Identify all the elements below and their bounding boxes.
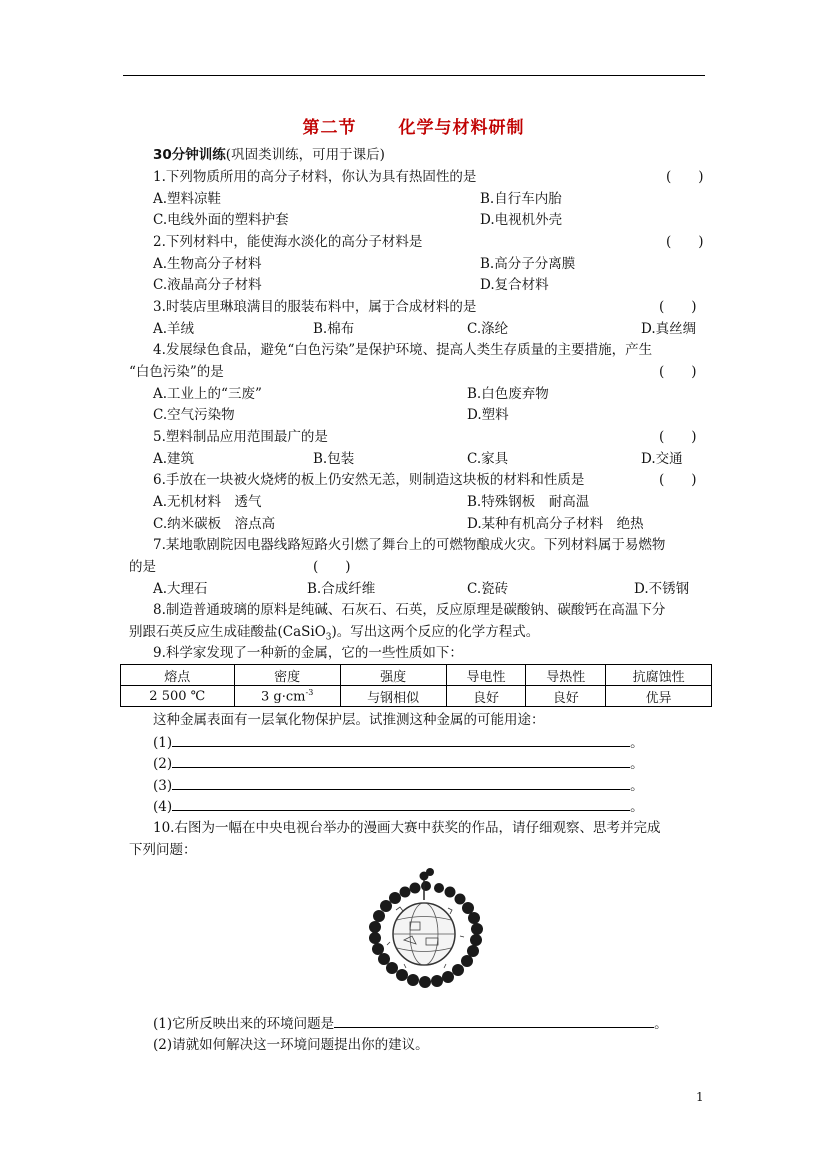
table-cell: 良好 xyxy=(446,686,526,707)
q6-stem: 6.手放在一块被火烧烤的板上仍安然无恙，则制造这块板的材料和性质是 xyxy=(153,472,585,488)
q8-line1: 8.制造普通玻璃的原料是纯碱、石灰石、石英，反应原理是碳酸钠、碳酸钙在高温下分 xyxy=(153,602,666,618)
q9-blank-3 xyxy=(153,776,644,795)
blank-label: (1) xyxy=(153,735,173,751)
q3-option-b: B.棉布 xyxy=(313,321,355,337)
q6-option-a: A.无机材料 透气 xyxy=(153,494,262,510)
q2-stem: 2.下列材料中，能使海水淡化的高分子材料是 xyxy=(153,234,423,250)
cartoon-image xyxy=(360,866,492,992)
q3-stem: 3.时装店里琳琅满目的服装布料中，属于合成材料的是 xyxy=(153,299,477,315)
page-title xyxy=(0,113,827,138)
answer-blank[interactable] xyxy=(172,776,630,790)
table-cell-density xyxy=(234,686,340,707)
q5-option-c: C.家具 xyxy=(467,451,509,467)
table-header-cell: 密度 xyxy=(234,665,340,686)
table-cell: 2 500 ℃ xyxy=(121,686,235,707)
q7-option-a: A.大理石 xyxy=(153,581,208,597)
properties-table xyxy=(120,664,712,707)
q1-option-c: C.电线外面的塑料护套 xyxy=(153,212,289,228)
table-cell: 优异 xyxy=(606,686,712,707)
q7-stem-cont: 的是 xyxy=(129,559,156,575)
q7-paren: ( ) xyxy=(313,559,351,575)
q3-option-c: C.涤纶 xyxy=(467,321,509,337)
intro-bold: 30分钟训练 xyxy=(153,147,226,163)
title-name: 化学与材料研制 xyxy=(398,118,525,138)
q6-paren: ( ) xyxy=(659,472,697,488)
q5-option-d: D.交通 xyxy=(641,451,683,467)
q3-paren: ( ) xyxy=(659,299,697,315)
q9-blank-1 xyxy=(153,733,644,752)
intro-line xyxy=(153,146,385,164)
q2-option-a: A.生物高分子材料 xyxy=(153,256,262,272)
table-header-cell: 熔点 xyxy=(121,665,235,686)
q4-option-d: D.塑料 xyxy=(467,407,509,423)
q3-option-d: D.真丝绸 xyxy=(641,321,697,337)
table-cell: 与钢相似 xyxy=(340,686,446,707)
q10-line2: 下列问题： xyxy=(129,842,197,858)
q10-sub1-end: 。 xyxy=(654,1016,668,1032)
q8-line2-pre: 别跟石英反应生成硅酸盐(CaSiO xyxy=(129,624,326,640)
q9-stem: 9.科学家发现了一种新的金属，它的一些性质如下： xyxy=(153,645,463,661)
table-row xyxy=(121,686,712,707)
q2-paren: ( ) xyxy=(666,234,704,250)
q3-option-a: A.羊绒 xyxy=(153,321,195,337)
table-header-cell: 导电性 xyxy=(446,665,526,686)
q4-stem: 4.发展绿色食品，避免“白色污染”是保护环境、提高人类生存质量的主要措施，产生 xyxy=(153,342,653,358)
q1-option-b: B.自行车内胎 xyxy=(480,191,562,207)
answer-blank[interactable] xyxy=(172,797,630,811)
q4-stem-cont: “白色污染”的是 xyxy=(129,364,224,380)
table-header-cell: 导热性 xyxy=(526,665,606,686)
blank-label: (4) xyxy=(153,799,173,815)
q10-line1: 10.右图为一幅在中央电视台举办的漫画大赛中获奖的作品，请仔细观察、思考并完成 xyxy=(153,820,661,836)
density-exponent: -3 xyxy=(305,687,314,697)
q10-sub1 xyxy=(153,1014,668,1033)
q5-stem: 5.塑料制品应用范围最广的是 xyxy=(153,429,328,445)
q7-option-b: B.合成纤维 xyxy=(307,581,376,597)
blank-end: 。 xyxy=(630,735,644,751)
q4-paren: ( ) xyxy=(659,364,697,380)
q6-option-d: D.某种有机高分子材料 绝热 xyxy=(467,516,644,532)
q2-option-d: D.复合材料 xyxy=(480,277,549,293)
q5-option-a: A.建筑 xyxy=(153,451,195,467)
q8-line2-post: )。写出这两个反应的化学方程式。 xyxy=(331,624,540,640)
density-value: 3 g·cm xyxy=(261,689,306,705)
q9-after: 这种金属表面有一层氧化物保护层。试推测这种金属的可能用途： xyxy=(153,712,545,728)
q10-sub2: (2)请就如何解决这一环境问题提出你的建议。 xyxy=(153,1037,429,1053)
table-header-cell: 强度 xyxy=(340,665,446,686)
blank-label: (3) xyxy=(153,778,173,794)
title-section: 第二节 xyxy=(302,118,357,138)
q10-sub1-label: (1)它所反映出来的环境问题是 xyxy=(153,1016,335,1032)
q5-paren: ( ) xyxy=(659,429,697,445)
q4-option-a: A.工业上的“三废” xyxy=(153,386,262,402)
table-header-row xyxy=(121,665,712,686)
q6-option-b: B.特殊钢板 耐高温 xyxy=(467,494,590,510)
intro-rest: (巩固类训练，可用于课后) xyxy=(225,147,385,163)
blank-end: 。 xyxy=(630,756,644,772)
q6-option-c: C.纳米碳板 溶点高 xyxy=(153,516,276,532)
blank-end: 。 xyxy=(630,799,644,815)
blank-label: (2) xyxy=(153,756,173,772)
q1-stem: 1.下列物质所用的高分子材料，你认为具有热固性的是 xyxy=(153,169,477,185)
table-cell: 良好 xyxy=(526,686,606,707)
q2-option-c: C.液晶高分子材料 xyxy=(153,277,262,293)
q2-option-b: B.高分子分离膜 xyxy=(480,256,576,272)
table-header-cell: 抗腐蚀性 xyxy=(606,665,712,686)
q9-blank-2 xyxy=(153,754,644,773)
q1-option-d: D.电视机外壳 xyxy=(480,212,563,228)
q1-option-a: A.塑料凉鞋 xyxy=(153,191,222,207)
q4-option-c: C.空气污染物 xyxy=(153,407,235,423)
q1-paren: ( ) xyxy=(666,169,704,185)
header-rule xyxy=(123,75,705,76)
blank-end: 。 xyxy=(630,778,644,794)
q4-option-b: B.白色废弃物 xyxy=(467,386,549,402)
q9-blank-4 xyxy=(153,797,644,816)
q8-subscript: 3 xyxy=(325,632,332,643)
q7-option-c: C.瓷砖 xyxy=(467,581,509,597)
page-number: 1 xyxy=(696,1090,704,1104)
answer-blank[interactable] xyxy=(172,733,630,747)
answer-blank[interactable] xyxy=(334,1014,654,1028)
answer-blank[interactable] xyxy=(172,754,630,768)
q7-stem: 7.某地歌剧院因电器线路短路火引燃了舞台上的可燃物酿成火灾。下列材料属于易燃物 xyxy=(153,537,666,553)
q7-option-d: D.不锈钢 xyxy=(634,581,690,597)
q5-option-b: B.包装 xyxy=(313,451,355,467)
